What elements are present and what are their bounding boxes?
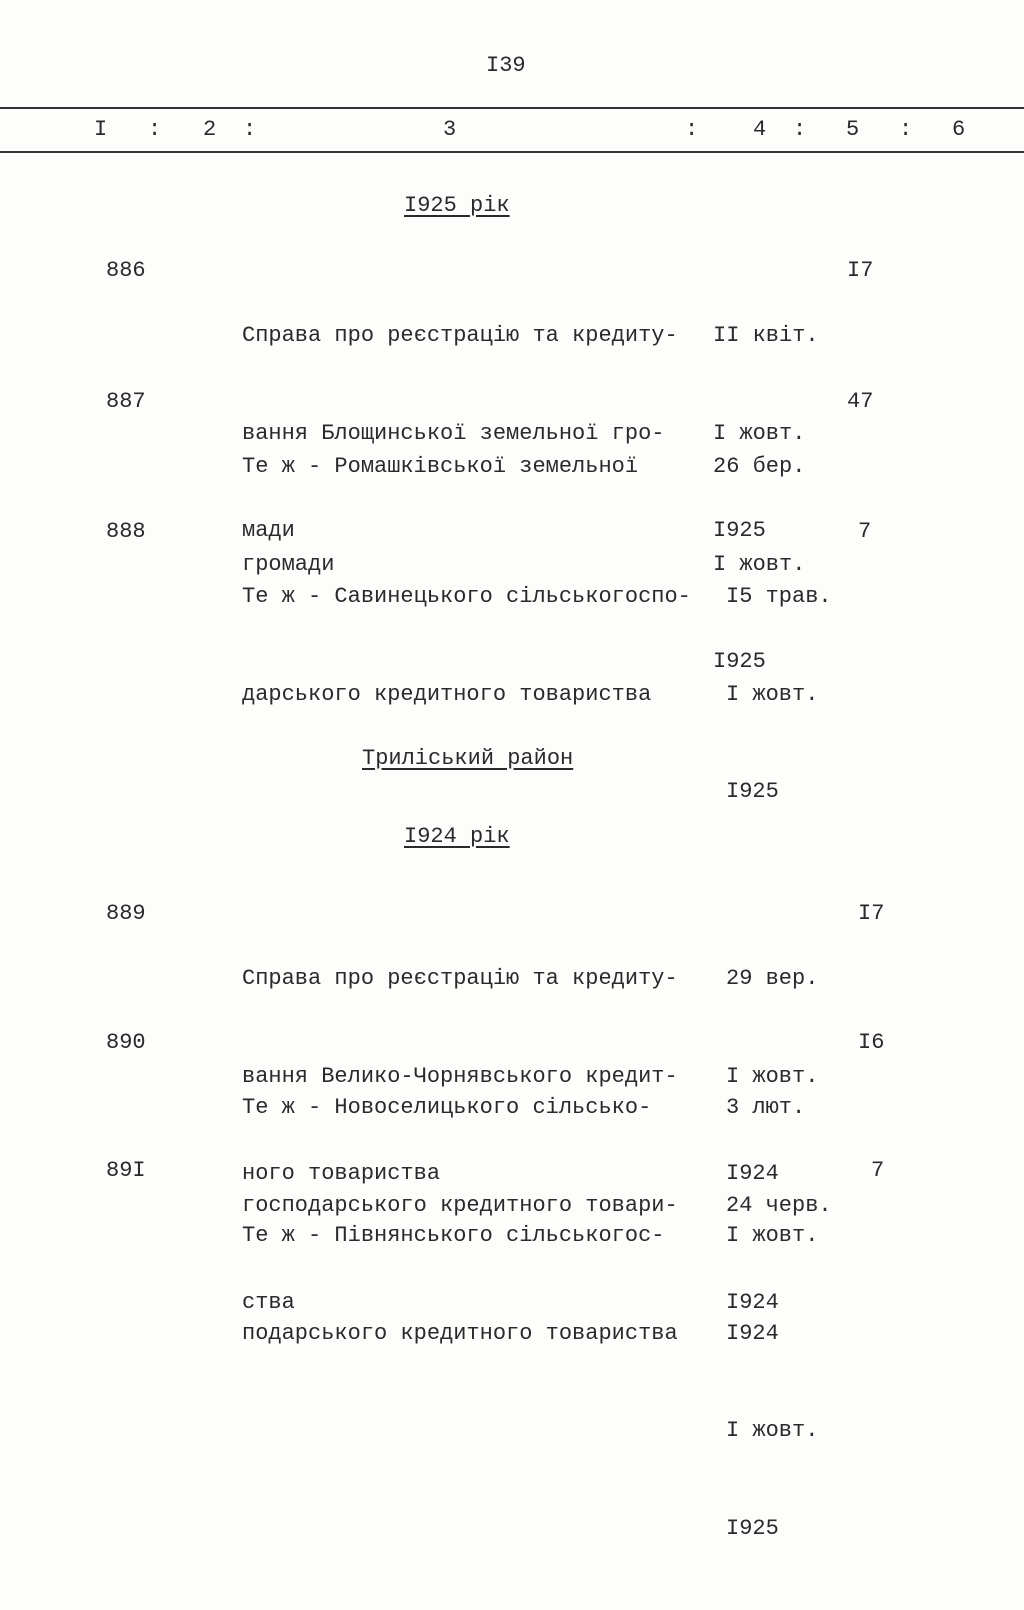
date-line: 29 вер. (726, 966, 819, 991)
col-separator: : (685, 117, 699, 142)
date-line: I925 (713, 518, 766, 543)
entry-number: 887 (106, 389, 146, 414)
col-header: 4 (753, 117, 767, 142)
date-line: I жовт. (726, 1223, 819, 1248)
date-line: I925 (726, 779, 779, 804)
description-line: мади (242, 518, 295, 543)
page-number: I39 (486, 53, 526, 78)
date-line: I жовт. (726, 1418, 819, 1443)
description-line: вання Блощинської земельної гро- (242, 420, 665, 446)
header-bottom-rule (0, 151, 1024, 153)
date-line: I жовт. (726, 681, 819, 707)
date-line: 26 бер. (713, 454, 806, 479)
col-header: 5 (846, 117, 860, 142)
entry-sheets: I6 (858, 1030, 885, 1055)
entry-sheets: 47 (847, 389, 874, 414)
entry-dates (726, 516, 832, 874)
col-separator: : (899, 117, 913, 142)
date-line: I924 (726, 1290, 779, 1315)
description-line: ства (242, 1290, 295, 1315)
description-line: Те ж - Новоселицького сільсько- (242, 1095, 652, 1120)
entry-sheets: 7 (871, 1158, 885, 1183)
date-line: I925 (726, 1515, 779, 1541)
date-line: I924 (726, 1161, 779, 1186)
col-header: 2 (203, 117, 217, 142)
description-line: громади (242, 551, 335, 577)
description-line: Те ж - Савинецького сільськогоспо- (242, 584, 691, 609)
entry-sheets: I7 (858, 901, 885, 926)
description-line: господарського кредитного товари- (242, 1192, 678, 1218)
col-header: 3 (443, 117, 457, 142)
entry-number: 89I (106, 1158, 146, 1183)
description-line: Те ж - Ромашківської земельної (242, 454, 639, 479)
date-line: II квіт. (713, 323, 819, 348)
description-line: подарського кредитного товариства (242, 1320, 678, 1346)
description-line: дарського кредитного товариства (242, 681, 652, 707)
entry-description (242, 516, 691, 776)
entry-description (242, 1155, 678, 1415)
section-heading-1924: I924 рік (404, 824, 510, 849)
description-line: Те ж - Півнянського сільськогос- (242, 1223, 665, 1248)
header-top-rule (0, 107, 1024, 109)
district-heading: Трилiський район (362, 746, 574, 771)
date-line: I жовт. (713, 551, 806, 577)
col-header: 6 (952, 117, 966, 142)
col-separator: : (148, 117, 162, 142)
entry-sheets: 7 (858, 519, 872, 544)
date-line: I жовт. (726, 1063, 819, 1089)
entry-number: 890 (106, 1030, 146, 1055)
col-header: I (94, 117, 108, 142)
entry-sheets: I7 (847, 258, 874, 283)
date-line: I924 (726, 1320, 779, 1346)
entry-number: 888 (106, 519, 146, 544)
description-line: Справа про реєстрацію та кредиту- (242, 323, 678, 348)
col-separator: : (793, 117, 807, 142)
entry-number: 886 (106, 258, 146, 283)
date-line: I5 трав. (726, 584, 832, 609)
date-line: I925 (713, 649, 766, 674)
entry-number: 889 (106, 901, 146, 926)
description-line: вання Велико-Чорнявського кредит- (242, 1063, 678, 1089)
section-heading-1925: I925 рік (404, 193, 510, 218)
entry-dates (726, 1155, 818, 1610)
description-line: Справа про реєстрацію та кредиту- (242, 966, 678, 991)
date-line: I жовт. (713, 420, 806, 446)
col-separator: : (243, 117, 257, 142)
description-line: ного товариства (242, 1161, 441, 1186)
date-line: 24 черв. (726, 1192, 832, 1218)
date-line: 3 лют. (726, 1095, 806, 1120)
